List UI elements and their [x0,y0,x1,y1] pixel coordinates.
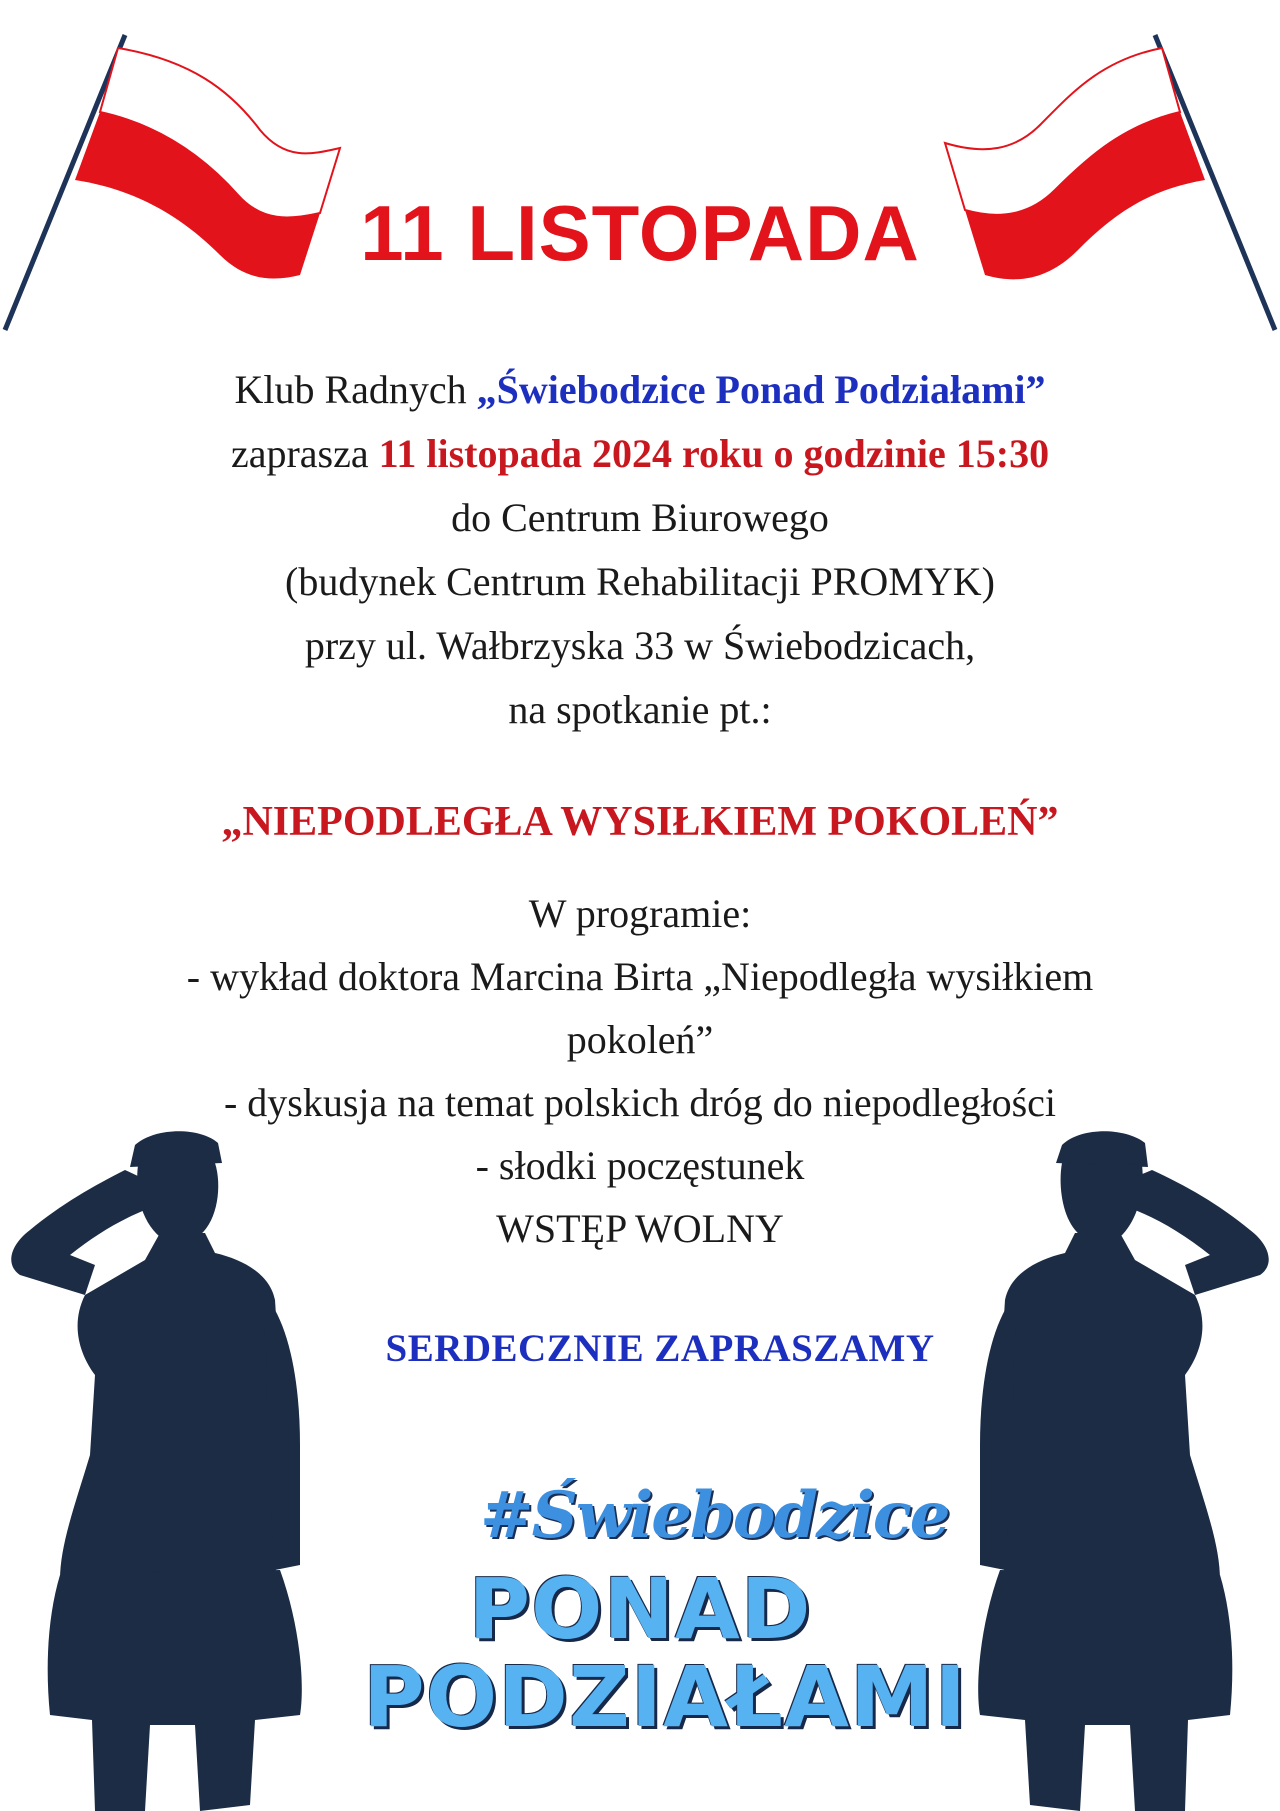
intro-line-1 [0,358,1280,422]
meeting-line: na spotkanie pt.: [508,687,772,732]
free-entry: WSTĘP WOLNY [496,1206,784,1251]
program-item-discussion: - dyskusja na temat polskich dróg do niepodległości [223,1080,1057,1125]
club-name: „Świebodzice Ponad Podziałami” [476,367,1046,412]
program-item-refreshments: - słodki poczęstunek [475,1143,805,1188]
polish-flag-left-icon [0,30,360,340]
building-line: (budynek Centrum Rehabilitacji PROMYK) [285,559,995,604]
page-title: 11 LISTOPADA [360,189,920,277]
intro-line-2 [0,422,1280,486]
address-line: przy ul. Wałbrzyska 33 w Świebodzicach, [304,623,976,668]
program-heading: W programie: [528,891,752,936]
program-item-lecture: - wykład doktora Marcina Birta „Niepodległa wysiłkiem [186,954,1094,999]
event-title: „NIEPODLEGŁA WYSIŁKIEM POKOLEŃ” [221,799,1059,845]
invitation-text [0,358,1280,742]
event-datetime: 11 listopada 2024 roku o godzinie 15:30 [378,431,1050,476]
logo-line-ponad: PONAD [468,1560,812,1658]
logo-line-podzialami: PODZIAŁAMI [363,1648,967,1746]
intro-invite-prefix: zaprasza [230,431,379,476]
invite-footer: SERDECZNIE ZAPRASZAMY [385,1327,935,1370]
logo-hashtag: #Świebodzice [480,1478,949,1553]
intro-club-prefix: Klub Radnych [234,367,477,412]
polish-flag-right-icon [930,30,1280,340]
venue-line: do Centrum Biurowego [451,495,829,540]
program-item-lecture-cont: pokoleń” [566,1017,714,1062]
